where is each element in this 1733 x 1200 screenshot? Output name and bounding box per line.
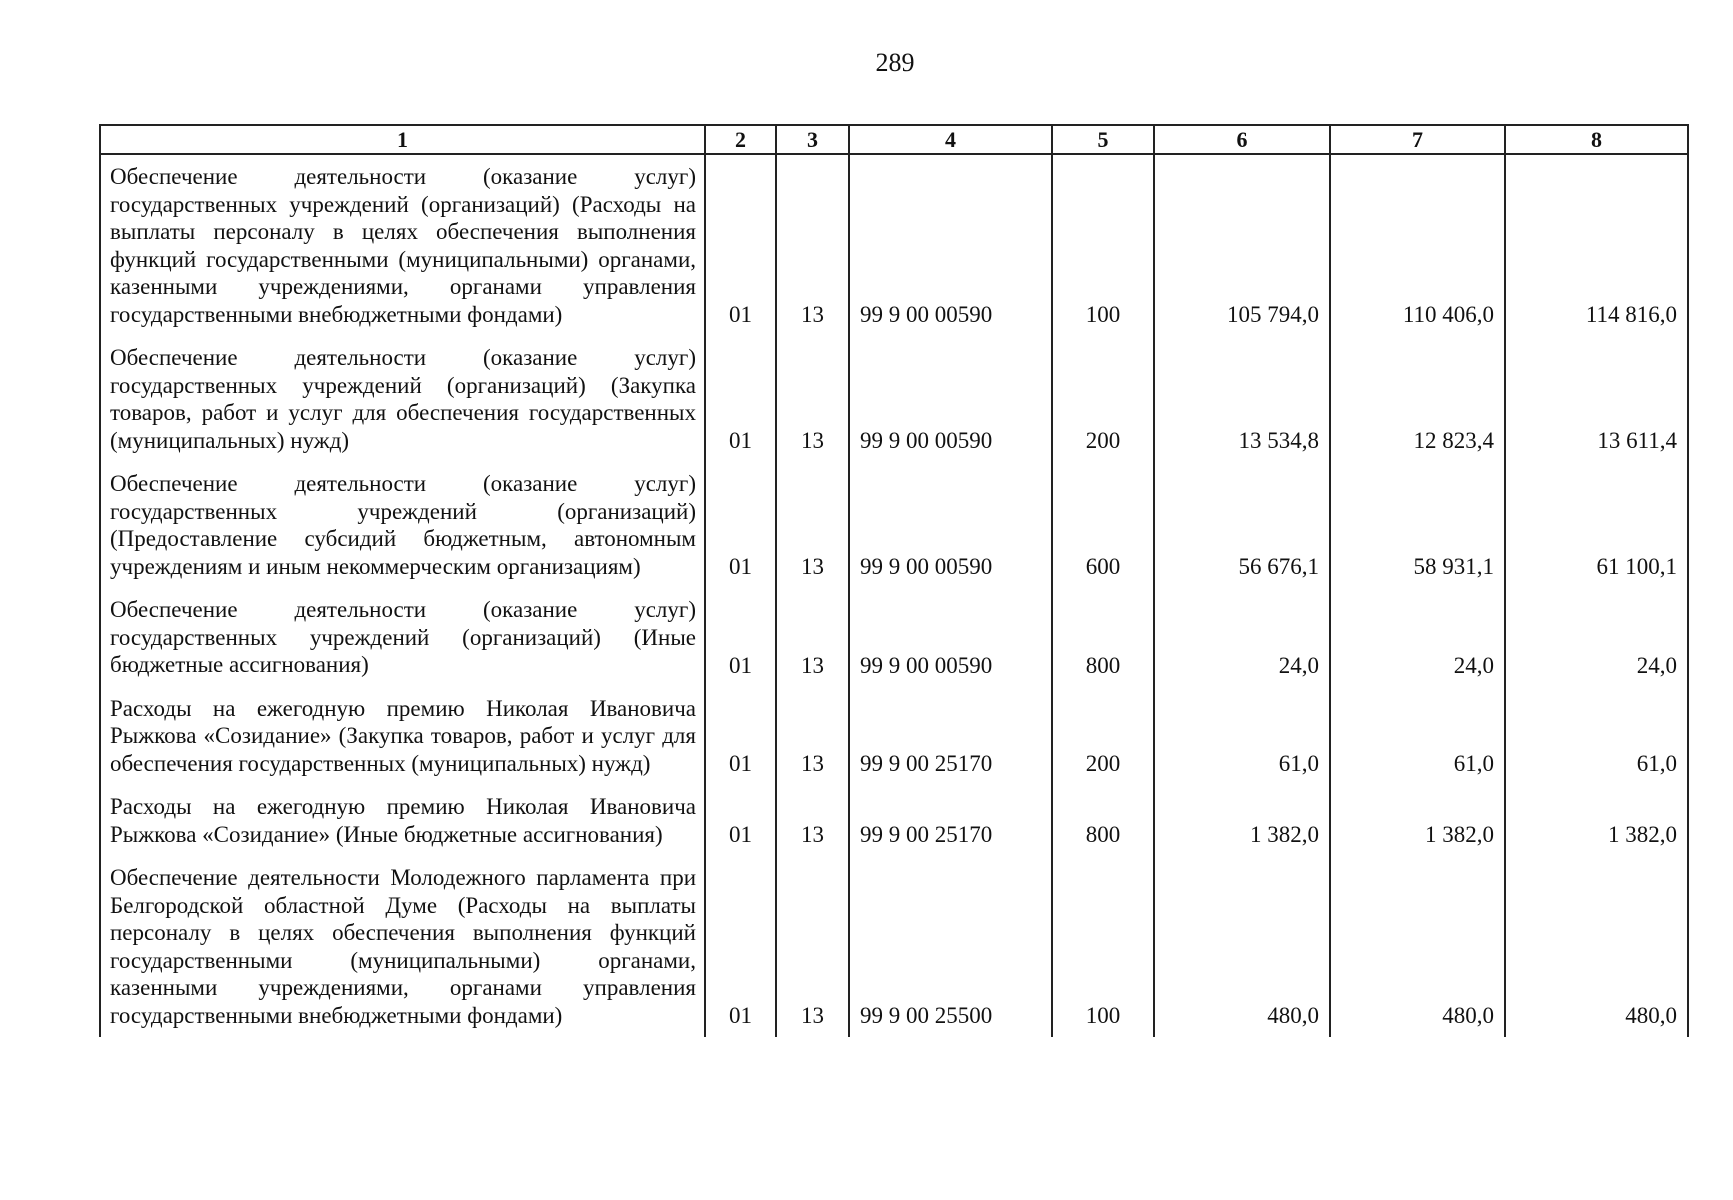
amount-col7-cell: 58 931,1 xyxy=(1330,462,1505,588)
expense-type-cell: 100 xyxy=(1052,154,1154,336)
header-cell-7: 7 xyxy=(1330,125,1505,154)
header-cell-2: 2 xyxy=(705,125,776,154)
target-article-cell: 99 9 00 00590 xyxy=(849,154,1052,336)
target-article-cell: 99 9 00 25500 xyxy=(849,856,1052,1037)
subsection-code-cell: 13 xyxy=(776,856,849,1037)
header-cell-4: 4 xyxy=(849,125,1052,154)
table-row xyxy=(100,154,1688,336)
amount-col8-cell: 61 100,1 xyxy=(1505,462,1688,588)
section-code-cell: 01 xyxy=(705,154,776,336)
expense-name-cell: Обеспечение деятельности (оказание услуг) государственных учреждений (организаций) (Предоставление субсидий бюджетным, автономным учреждениям и иным некоммерческим организациям) xyxy=(100,462,705,588)
target-article-cell: 99 9 00 25170 xyxy=(849,687,1052,786)
header-cell-6: 6 xyxy=(1154,125,1330,154)
amount-col8-cell: 1 382,0 xyxy=(1505,785,1688,856)
amount-col7-cell: 24,0 xyxy=(1330,588,1505,687)
amount-col7-cell: 61,0 xyxy=(1330,687,1505,786)
expense-name-cell: Расходы на ежегодную премию Николая Ивановича Рыжкова «Созидание» (Иные бюджетные ассигнования) xyxy=(100,785,705,856)
expense-type-cell: 100 xyxy=(1052,856,1154,1037)
header-cell-5: 5 xyxy=(1052,125,1154,154)
expense-name-cell: Обеспечение деятельности (оказание услуг) государственных учреждений (организаций) (Иные бюджетные ассигнования) xyxy=(100,588,705,687)
table-row xyxy=(100,856,1688,1037)
amount-col6-cell: 56 676,1 xyxy=(1154,462,1330,588)
header-cell-1: 1 xyxy=(100,125,705,154)
amount-col6-cell: 61,0 xyxy=(1154,687,1330,786)
subsection-code-cell: 13 xyxy=(776,687,849,786)
header-cell-8: 8 xyxy=(1505,125,1688,154)
expense-name-cell: Обеспечение деятельности (оказание услуг) государственных учреждений (организаций) (Закупка товаров, работ и услуг для обеспечения государственных (муниципальных) нужд) xyxy=(100,336,705,462)
amount-col7-cell: 480,0 xyxy=(1330,856,1505,1037)
table-row xyxy=(100,687,1688,786)
table-row xyxy=(100,785,1688,856)
target-article-cell: 99 9 00 25170 xyxy=(849,785,1052,856)
subsection-code-cell: 13 xyxy=(776,785,849,856)
expense-name-cell: Обеспечение деятельности (оказание услуг) государственных учреждений (организаций) (Расходы на выплаты персоналу в целях обеспечения выполнения функций государственными (муниципальными) органами, казенными учреждениями, органами управления государственными внебюджетными фондами) xyxy=(100,154,705,336)
expense-name-cell: Расходы на ежегодную премию Николая Ивановича Рыжкова «Созидание» (Закупка товаров, работ и услуг для обеспечения государственных (муниципальных) нужд) xyxy=(100,687,705,786)
subsection-code-cell: 13 xyxy=(776,462,849,588)
amount-col8-cell: 61,0 xyxy=(1505,687,1688,786)
amount-col6-cell: 24,0 xyxy=(1154,588,1330,687)
budget-table-container xyxy=(99,124,1687,1037)
table-row xyxy=(100,336,1688,462)
table-row xyxy=(100,462,1688,588)
amount-col8-cell: 13 611,4 xyxy=(1505,336,1688,462)
expense-type-cell: 800 xyxy=(1052,785,1154,856)
target-article-cell: 99 9 00 00590 xyxy=(849,588,1052,687)
section-code-cell: 01 xyxy=(705,336,776,462)
subsection-code-cell: 13 xyxy=(776,588,849,687)
expense-type-cell: 800 xyxy=(1052,588,1154,687)
section-code-cell: 01 xyxy=(705,588,776,687)
section-code-cell: 01 xyxy=(705,462,776,588)
amount-col7-cell: 110 406,0 xyxy=(1330,154,1505,336)
expense-type-cell: 600 xyxy=(1052,462,1154,588)
subsection-code-cell: 13 xyxy=(776,336,849,462)
amount-col6-cell: 13 534,8 xyxy=(1154,336,1330,462)
amount-col6-cell: 480,0 xyxy=(1154,856,1330,1037)
amount-col6-cell: 1 382,0 xyxy=(1154,785,1330,856)
target-article-cell: 99 9 00 00590 xyxy=(849,336,1052,462)
header-row xyxy=(100,125,1688,154)
section-code-cell: 01 xyxy=(705,856,776,1037)
amount-col8-cell: 24,0 xyxy=(1505,588,1688,687)
expense-type-cell: 200 xyxy=(1052,336,1154,462)
subsection-code-cell: 13 xyxy=(776,154,849,336)
budget-table xyxy=(99,124,1689,1037)
expense-name-cell: Обеспечение деятельности Молодежного парламента при Белгородской областной Думе (Расходы на выплаты персоналу в целях обеспечения выполнения функций государственными (муниципальными) органами, казенными учреждениями, органами управления государственными внебюджетными фондами) xyxy=(100,856,705,1037)
amount-col8-cell: 114 816,0 xyxy=(1505,154,1688,336)
expense-type-cell: 200 xyxy=(1052,687,1154,786)
section-code-cell: 01 xyxy=(705,785,776,856)
amount-col7-cell: 12 823,4 xyxy=(1330,336,1505,462)
amount-col7-cell: 1 382,0 xyxy=(1330,785,1505,856)
target-article-cell: 99 9 00 00590 xyxy=(849,462,1052,588)
table-row xyxy=(100,588,1688,687)
section-code-cell: 01 xyxy=(705,687,776,786)
amount-col6-cell: 105 794,0 xyxy=(1154,154,1330,336)
header-cell-3: 3 xyxy=(776,125,849,154)
page-number: 289 xyxy=(875,48,915,77)
amount-col8-cell: 480,0 xyxy=(1505,856,1688,1037)
